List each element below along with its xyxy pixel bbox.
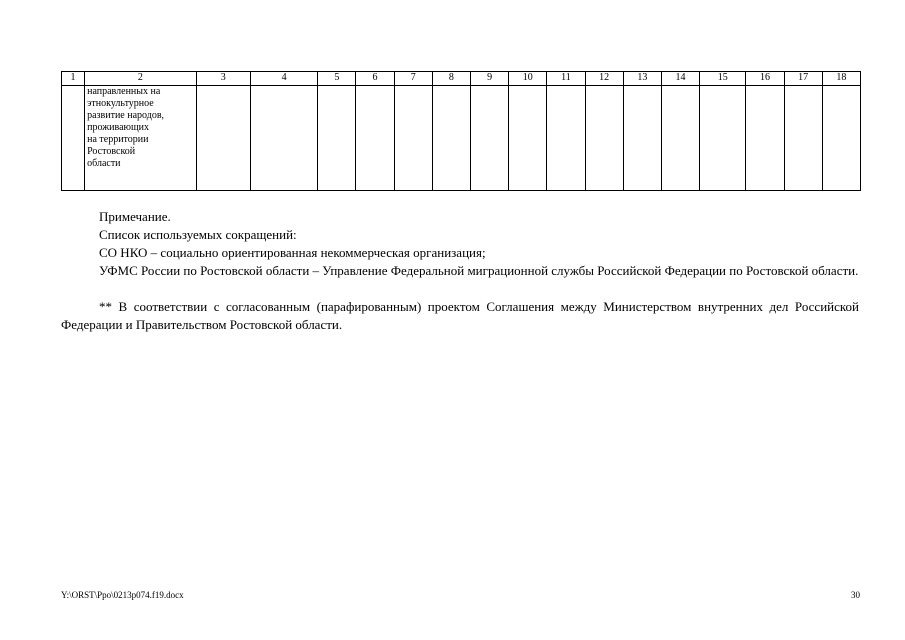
table-cell — [394, 86, 432, 191]
cell-text-line: направленных на — [87, 86, 161, 97]
table-cell — [661, 86, 699, 191]
column-number: 18 — [822, 72, 860, 86]
table-cell — [62, 86, 85, 191]
column-number: 7 — [394, 72, 432, 86]
cell-text-line: на территории — [87, 134, 149, 145]
column-number: 15 — [700, 72, 746, 86]
table-cell — [509, 86, 547, 191]
abbreviation-item: СО НКО – социально ориентированная некоммерческая организация; — [99, 245, 486, 260]
abbreviations-heading: Список используемых сокращений: — [99, 227, 297, 242]
column-number: 6 — [356, 72, 394, 86]
page-number: 30 — [851, 590, 860, 600]
column-number: 10 — [509, 72, 547, 86]
table-cell — [700, 86, 746, 191]
table-cell — [822, 86, 860, 191]
column-number: 9 — [471, 72, 509, 86]
column-number: 1 — [62, 72, 85, 86]
table-row — [62, 86, 861, 191]
table-cell — [318, 86, 356, 191]
column-number: 13 — [623, 72, 661, 86]
cell-text-line: этнокультурное — [87, 98, 154, 109]
column-number: 3 — [196, 72, 250, 86]
column-number: 8 — [432, 72, 470, 86]
column-number: 5 — [318, 72, 356, 86]
data-table — [61, 71, 861, 191]
table-cell — [547, 86, 585, 191]
column-number: 2 — [85, 72, 197, 86]
notes-section — [61, 208, 859, 334]
column-number: 4 — [250, 72, 317, 86]
table-cell — [746, 86, 784, 191]
table-cell — [196, 86, 250, 191]
column-number: 12 — [585, 72, 623, 86]
column-number: 14 — [661, 72, 699, 86]
abbreviation-item: УФМС России по Ростовской области – Управление Федеральной миграционной службы Российской Федерации по Ростовской области. — [99, 263, 859, 278]
cell-text-line: области — [87, 158, 121, 169]
table-cell — [784, 86, 822, 191]
table-cell — [356, 86, 394, 191]
paragraph-spacer — [61, 280, 859, 298]
column-number: 17 — [784, 72, 822, 86]
note-title: Примечание. — [99, 209, 171, 224]
table-cell — [585, 86, 623, 191]
table-cell — [250, 86, 317, 191]
column-number: 16 — [746, 72, 784, 86]
cell-text-line: развитие народов, — [87, 110, 165, 121]
cell-text-line: проживающих — [87, 122, 150, 133]
column-number: 11 — [547, 72, 585, 86]
table-cell — [432, 86, 470, 191]
table-cell — [623, 86, 661, 191]
table-cell — [471, 86, 509, 191]
footnote: ** В соответствии с согласованным (парафированным) проектом Соглашения между Министерством внутренних дел Российской Федерации и Правительством Ростовской области. — [61, 299, 859, 332]
table-cell-description — [85, 86, 197, 191]
footer-file-path: Y:\ORST\Ppo\0213p074.f19.docx — [61, 590, 184, 600]
table-header-row — [62, 72, 861, 86]
cell-text-line: Ростовской — [87, 146, 136, 157]
